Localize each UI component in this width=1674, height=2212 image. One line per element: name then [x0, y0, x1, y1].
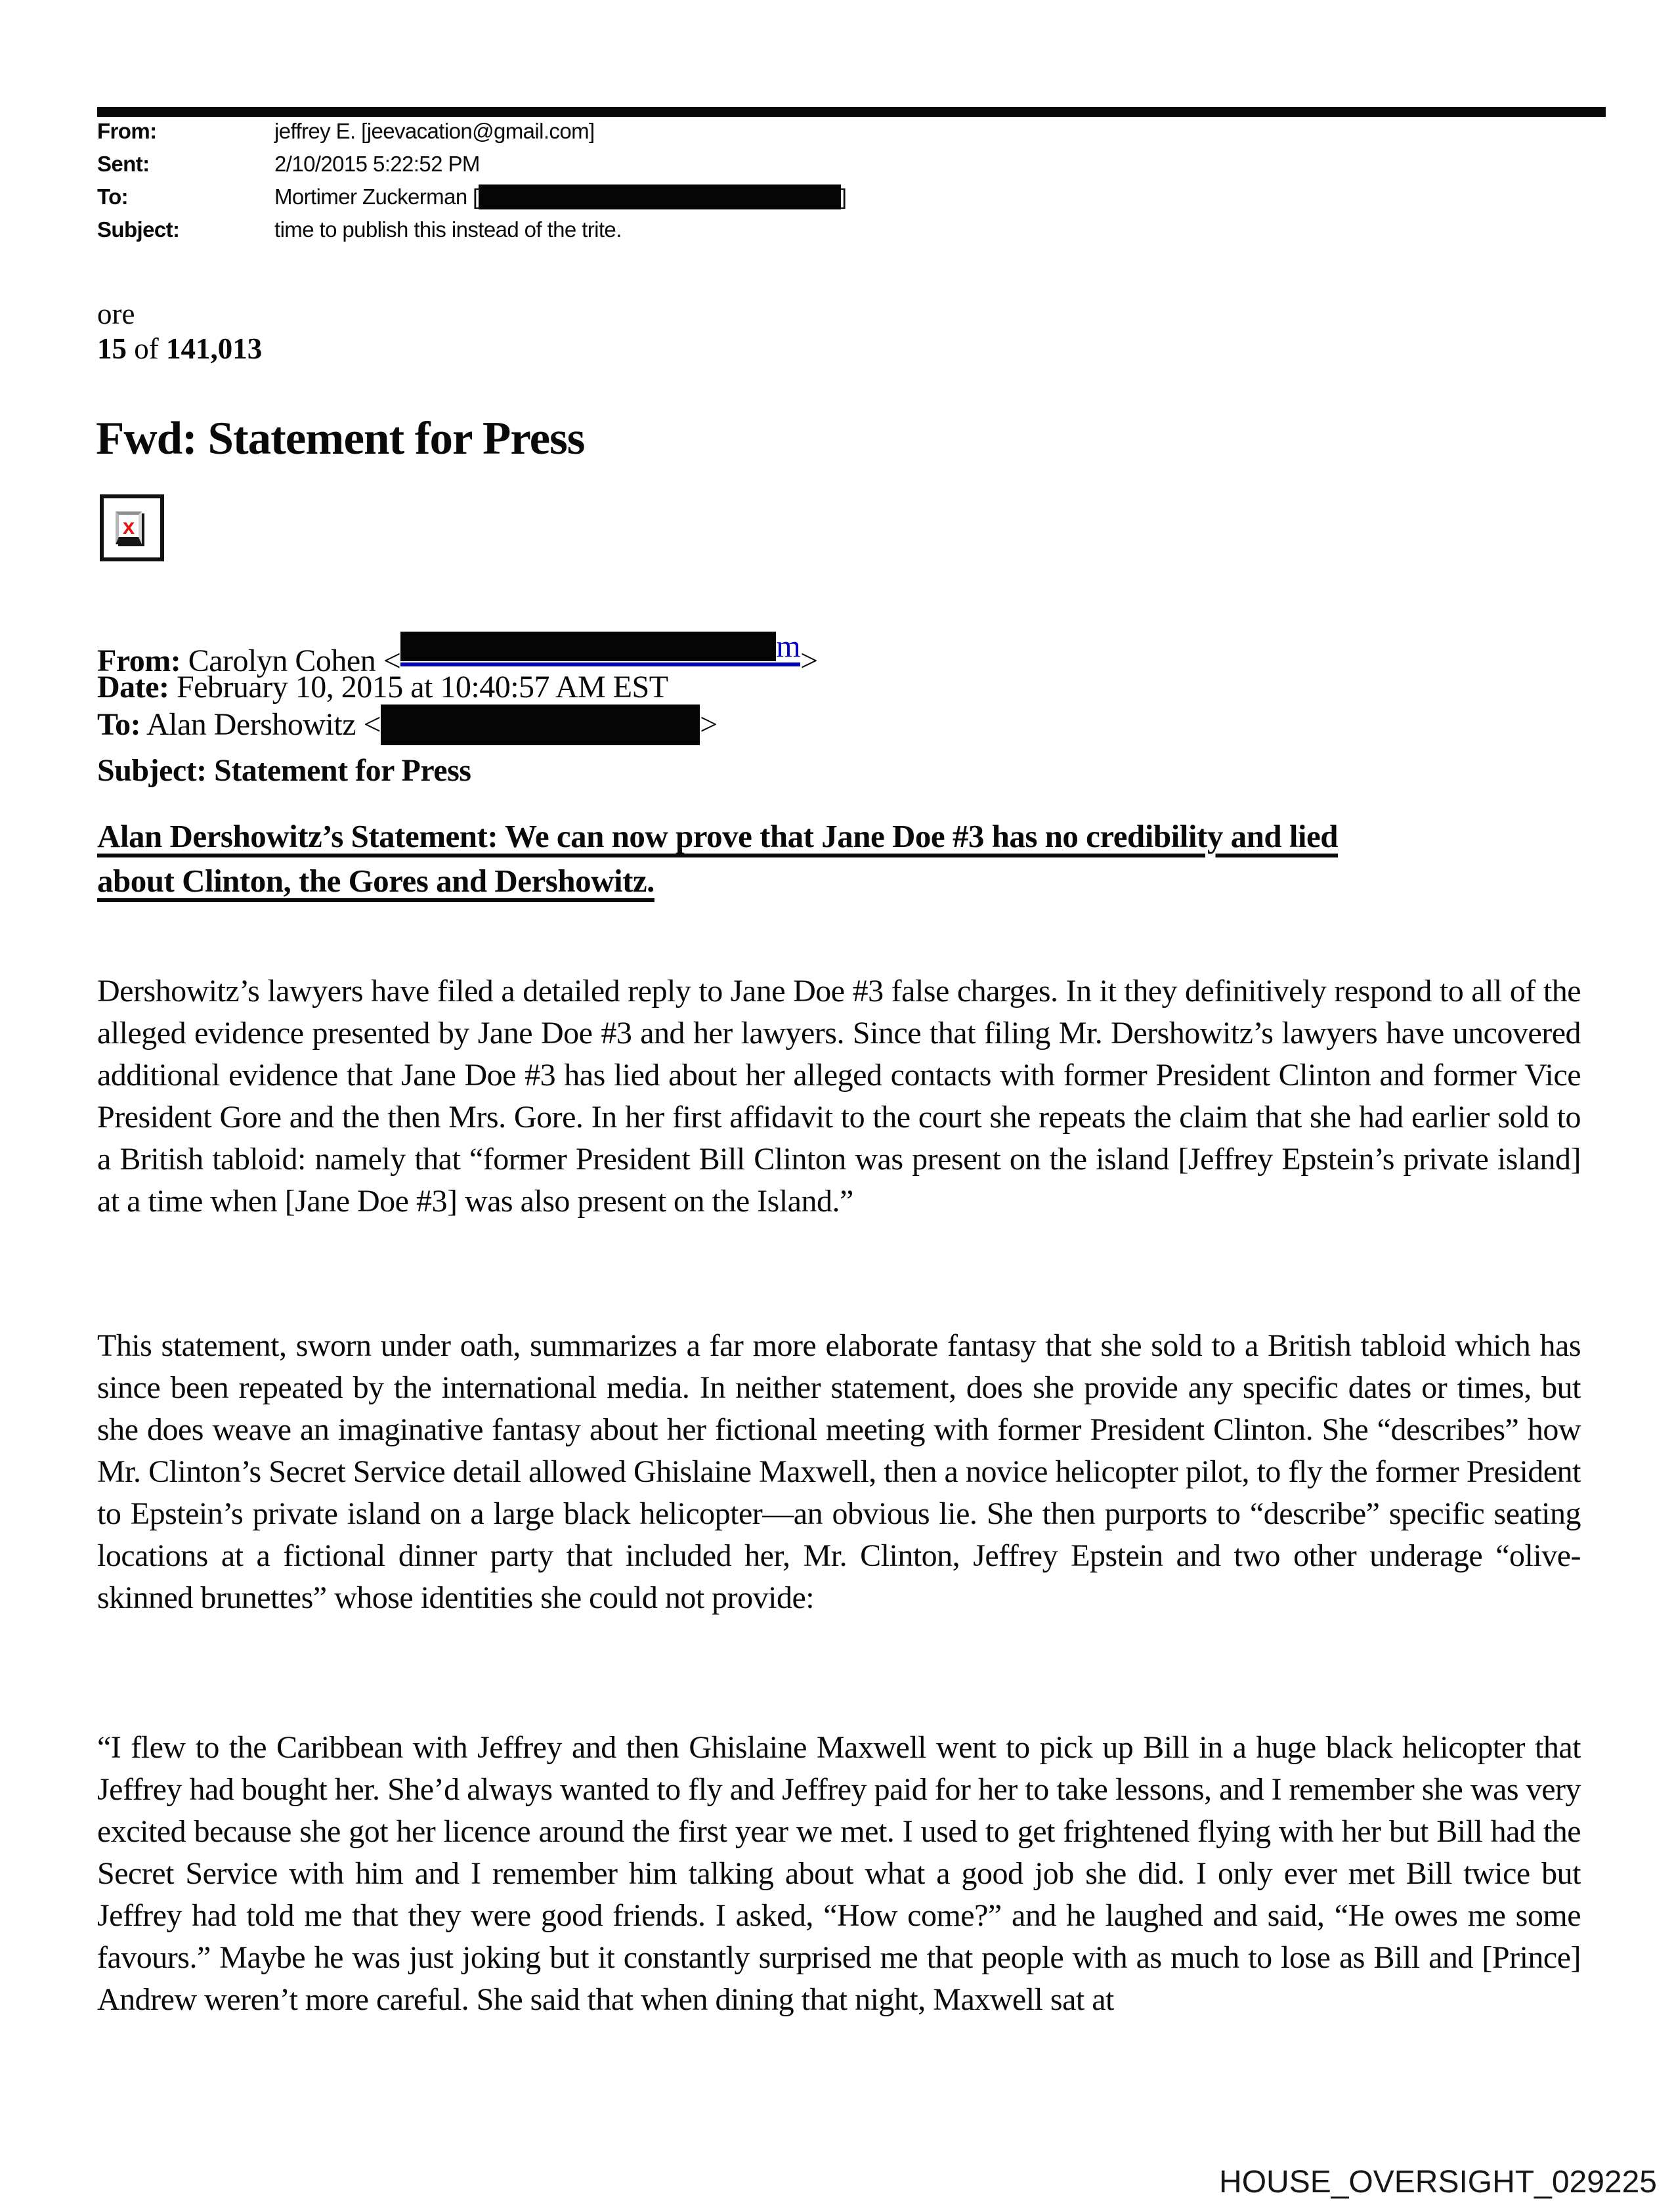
red-x-glyph: x [122, 513, 135, 538]
broken-image-icon [116, 511, 142, 544]
outer-sent-row [97, 152, 846, 184]
fwd-from-name: Carolyn Cohen < [181, 643, 401, 678]
fwd-from-label: From: [97, 643, 181, 678]
fwd-to-bracket: > [700, 707, 718, 742]
message-index: 15 [97, 332, 127, 365]
message-total: 141,013 [166, 332, 263, 365]
forwarded-email-header [97, 629, 818, 790]
fwd-date-row [97, 669, 818, 706]
outer-subject-row [97, 217, 846, 250]
fwd-subject-value: Statement for Press [206, 753, 471, 788]
body-paragraph-3: “I flew to the Caribbean with Jeffrey and then Ghislaine Maxwell went to pick up Bill in a huge black helicopter that Jeffrey had bought her. She’d always wanted to fly and Jeffrey paid for her to take lessons, and I remember she was very excited because she got her licence around the first year we met. I used to get frightened flying with her but Bill had the Secret Service with him and I remember him talking about what a good job she did. I only ever met Bill twice but Jeffrey had told me that they were good friends. I asked, “How come?” and he laughed and said, “He owes me some favours.” Maybe he was just joking but it constantly surprised me that people with as much to lose as Bill and [Prince] Andrew weren’t more careful. She said that when dining that night, Maxwell sat at [97, 1730, 1581, 2017]
bates-number: HOUSE_OVERSIGHT_029225 [1219, 2165, 1657, 2200]
statement-heading-line2-wrap [97, 859, 1620, 903]
inbox-listing-fragment [97, 297, 262, 366]
outer-to-bracket: ] [840, 184, 847, 209]
fwd-subject-row [97, 752, 818, 790]
outer-subject-value: time to publish this instead of the trite. [274, 217, 622, 242]
redacted-email-link[interactable] [400, 629, 801, 666]
outer-from-row [97, 119, 846, 152]
redaction-bar [479, 184, 841, 209]
statement-heading [97, 814, 1620, 903]
fwd-from-bracket: > [800, 643, 818, 678]
statement-heading-line2: about Clinton, the Gores and Dershowitz. [97, 863, 655, 899]
message-count [97, 332, 262, 366]
link-visible-tail: m [776, 629, 801, 664]
outer-email-header [97, 119, 846, 250]
email-subject-title: Fwd: Statement for Press [96, 413, 585, 464]
fwd-subject-label: Subject: [97, 753, 207, 788]
broken-image-placeholder [100, 494, 164, 561]
redaction-bar [381, 705, 700, 745]
outer-to-label: To: [97, 184, 129, 209]
outer-from-value: jeffrey E. [jeevacation@gmail.com] [274, 119, 595, 143]
message-count-separator: of [127, 332, 166, 365]
body-paragraph-1: Dershowitz’s lawyers have filed a detailed reply to Jane Doe #3 false charges. In it they definitively respond to all of the alleged evidence presented by Jane Doe #3 and her lawyers. Since that filing Mr. Dershowitz’s lawyers have uncovered additional evidence that Jane Doe #3 has lied about her alleged contacts with former President Clinton and former Vice President Gore and the then Mrs. Gore. In her first affidavit to the court she repeats the claim that she had earlier sold to a British tabloid: namely that “former President Bill Clinton was present on the island [Jeffrey Epstein’s private island] at a time when [Jane Doe #3] was also present on the Island.” [97, 974, 1581, 1219]
statement-heading-line1-wrap [97, 814, 1620, 859]
outer-subject-label: Subject: [97, 217, 180, 242]
outer-to-row [97, 184, 846, 217]
fwd-to-name: Alan Dershowitz < [140, 707, 381, 742]
fwd-from-row [97, 629, 818, 678]
fwd-to-label: To: [97, 707, 141, 742]
outer-sent-value: 2/10/2015 5:22:52 PM [274, 152, 480, 176]
outer-from-label: From: [97, 119, 157, 143]
body-paragraph-2: This statement, sworn under oath, summarizes a far more elaborate fantasy that she sold to a British tabloid which has since been repeated by the international media. In neither statement, does she provide any specific dates or times, but she does weave an imaginative fantasy about her fictional meeting with former President Clinton. She “describes” how Mr. Clinton’s Secret Service detail allowed Ghislaine Maxwell, then a novice helicopter pilot, to fly the former President to Epstein’s private island on a large black helicopter—an obvious lie. She then purports to “describe” specific seating locations at a fictional dinner party that included her, Mr. Clinton, Jeffrey Epstein and two other underage “olive-skinned brunettes” whose identities she could not provide: [97, 1328, 1581, 1615]
outer-sent-label: Sent: [97, 152, 150, 176]
fwd-to-row [97, 706, 818, 752]
listing-text-fragment: ore [97, 297, 135, 330]
redaction-bar [400, 632, 776, 661]
header-divider-rule [97, 107, 1606, 117]
outer-to-value [274, 184, 846, 209]
statement-heading-line1: Alan Dershowitz’s Statement: We can now prove that Jane Doe #3 has no credibility and lied [97, 818, 1339, 854]
fwd-date-value: February 10, 2015 at 10:40:57 AM EST [169, 670, 668, 705]
fwd-date-label: Date: [97, 670, 169, 705]
outer-to-name: Mortimer Zuckerman [ [274, 184, 479, 209]
